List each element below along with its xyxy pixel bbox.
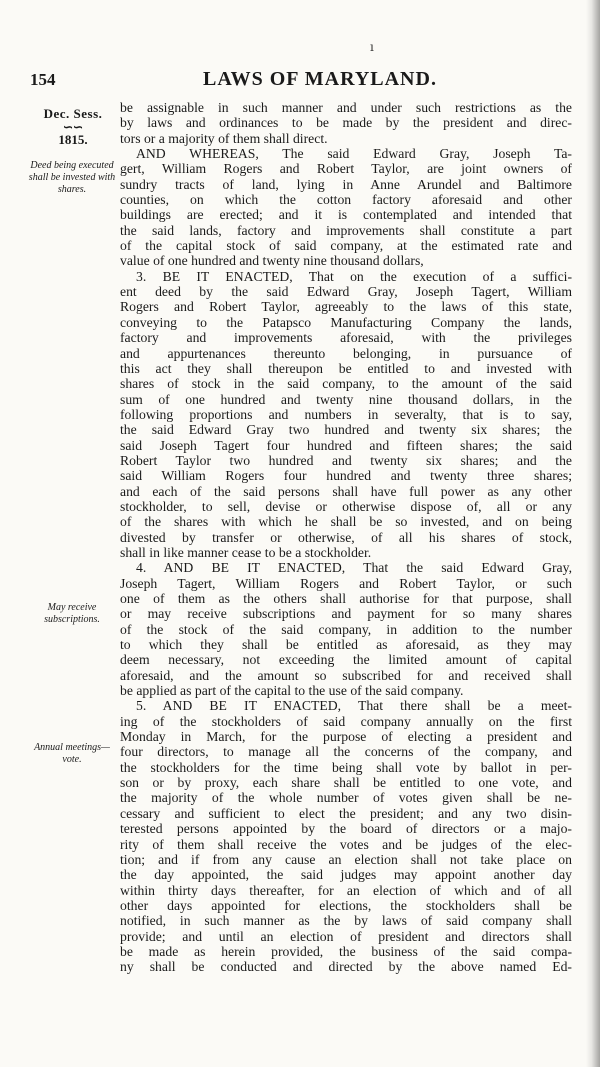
body-line: tors or a majority of them shall direct.: [120, 130, 328, 146]
margin-note-annual-meetings: Annual meetings—vote.: [34, 742, 110, 765]
page-number: 154: [30, 70, 56, 89]
body-line: and each of the said persons shall have full power as any other: [120, 483, 572, 499]
body-line: of the stock of the said company, in addition to the number: [120, 621, 572, 637]
body-line: four directors, to manage all the concerns of the company, and: [120, 744, 572, 760]
body-line: ing of the stockholders of said company annually on the first: [120, 713, 572, 729]
session-name: Dec. Sess.: [43, 106, 103, 121]
body-line: of the shares with which he shall be so invested, and on being: [120, 514, 572, 530]
body-line: one of them as the others shall authorise for that purpose, shall: [120, 591, 572, 606]
body-line: be assignable in such manner and under such restrictions as the: [120, 100, 572, 115]
body-line: to which they shall be entitled as aforesaid, as they may: [120, 637, 572, 653]
session-year: 1815.: [58, 132, 88, 147]
body-line: other days appointed for elections, the stockholders shall be: [120, 897, 572, 913]
body-line: Joseph Tagert, William Rogers and Robert Taylor, or such: [120, 575, 572, 591]
body-line: said Joseph Tagert four hundred and fifteen shares; the said: [120, 437, 572, 453]
body-line: divested by transfer or otherwise, of all his shares of stock,: [120, 529, 572, 545]
body-line: 5. AND BE IT ENACTED, That there shall be a meet-: [136, 698, 572, 714]
body-line: notified, in such manner as the by laws of said company shall: [120, 913, 572, 929]
margin-note-subscriptions: May receive subscriptions.: [44, 602, 100, 625]
body-line: aforesaid, and the amount so subscribed for and received shall: [120, 667, 572, 683]
body-line: the majority of the whole number of votes given shall be ne-: [120, 790, 572, 806]
body-line: Monday in March, for the purpose of electing a president and: [120, 729, 572, 745]
body-line: shall in like manner cease to be a stockholder.: [120, 544, 372, 560]
session-label: [30, 106, 116, 148]
body-line: ent deed by the said Edward Gray, Joseph Tagert, William: [120, 284, 572, 300]
running-title: LAWS OF MARYLAND.: [203, 68, 437, 90]
body-line: of the capital stock of said company, at the estimated rate and: [120, 238, 572, 254]
margin-note-deed: Deed being executed shall be invested with shares.: [28, 160, 116, 195]
body-line: the said lands, factory and improvements shall constitute a part: [120, 222, 572, 238]
body-line: factory and improvements aforesaid, with the privileges: [120, 330, 572, 346]
body-line: be made as herein provided, the business of the said compa-: [120, 943, 572, 959]
body-line: son or by proxy, each share shall be entitled to one vote, and: [120, 775, 572, 791]
body-line: terested persons appointed by the board of directors or a majo-: [120, 821, 572, 837]
body-line: conveying to the Patapsco Manufacturing Company the lands,: [120, 314, 572, 330]
body-line: cessary and sufficient to elect the president; and any two disin-: [120, 805, 572, 821]
body-line: stockholder, to sell, devise or otherwise dispose of, all or any: [120, 498, 572, 514]
body-line: or may receive subscriptions and payment for so many shares: [120, 606, 572, 622]
body-line: within thirty days thereafter, for an election of which and of all: [120, 882, 572, 898]
body-line: buildings are erected; and it is contemplated and intended that: [120, 207, 572, 223]
body-line: the said Edward Gray two hundred and twenty six shares; the: [120, 422, 572, 438]
body-line: 4. AND BE IT ENACTED, That the said Edward Gray,: [136, 560, 572, 576]
body-line: provide; and until an election of president and directors shall: [120, 928, 572, 944]
body-line: by laws and ordinances to be made by the president and direc-: [120, 115, 572, 131]
body-line: the stockholders for the time being shall vote by ballot in per-: [120, 759, 572, 775]
body-line: rity of them shall receive the votes and be judges of the elec-: [120, 836, 572, 852]
body-line: and appurtenances thereunto belonging, in pursuance of: [120, 345, 572, 361]
body-line: this act they shall thereupon be entitled to and invested with: [120, 360, 572, 376]
session-ornament: ∽∽: [62, 120, 84, 134]
page-header: [30, 68, 570, 92]
scan-mark: ı: [370, 40, 374, 54]
body-line: gert, William Rogers and Robert Taylor, are joint owners of: [120, 161, 572, 177]
body-line: shares of stock in the said company, to the amount of the said: [120, 376, 572, 392]
body-line: sum of one hundred and twenty nine thousand dollars, in the: [120, 391, 572, 407]
body-line: sundry tracts of land, lying in Anne Arundel and Baltimore: [120, 176, 572, 192]
body-line: the day appointed, the said judges may appoint another day: [120, 867, 572, 883]
body-line: following proportions and numbers in severalty, that is to say,: [120, 406, 572, 422]
body-text: [120, 100, 572, 975]
body-line: value of one hundred and twenty nine thousand dollars,: [120, 253, 424, 269]
body-line: Rogers and Robert Taylor, agreeably to the laws of this state,: [120, 299, 572, 315]
body-line: tion; and if from any cause an election shall not take place on: [120, 851, 572, 867]
body-line: deem necessary, not exceeding the limited amount of capital: [120, 652, 572, 668]
body-line: Robert Taylor two hundred and twenty six shares; and the: [120, 452, 572, 468]
body-line: counties, on which the cotton factory aforesaid and other: [120, 192, 572, 208]
body-line: AND WHEREAS, The said Edward Gray, Joseph Ta-: [136, 146, 572, 162]
body-line: 3. BE IT ENACTED, That on the execution of a suffici-: [136, 268, 572, 284]
scan-edge-shadow: [586, 0, 600, 1067]
body-line: said William Rogers four hundred and twenty three shares;: [120, 468, 572, 484]
body-line: ny shall be conducted and directed by the above named Ed-: [120, 959, 572, 975]
body-line: be applied as part of the capital to the use of the said company.: [120, 683, 464, 699]
